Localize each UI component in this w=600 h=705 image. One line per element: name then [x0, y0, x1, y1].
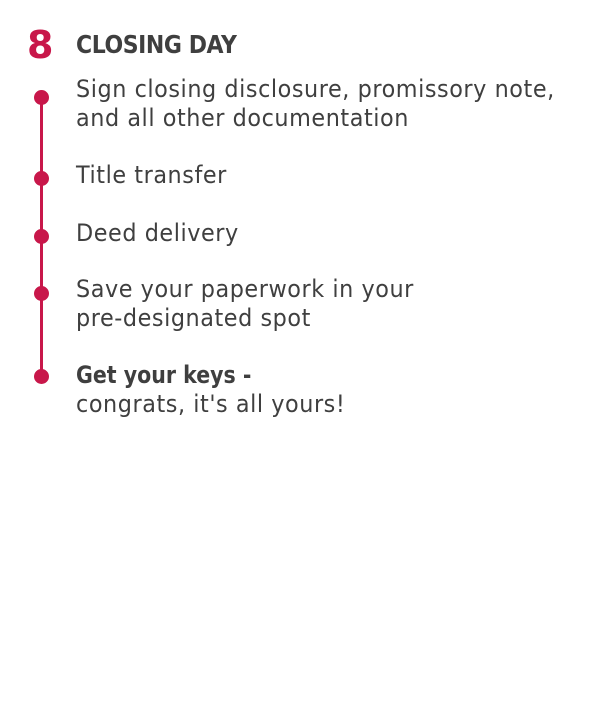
item-text-line: pre-designated spot [76, 304, 311, 332]
item-text-line: and all other documentation [76, 104, 409, 132]
timeline-bullet [34, 90, 49, 105]
timeline-item-get-keys [76, 361, 560, 419]
item-bold-text: Get your keys - [76, 361, 252, 389]
timeline-item-sign-documents [76, 75, 560, 133]
step-number: 8 [27, 23, 54, 67]
timeline-bullet [34, 171, 49, 186]
timeline-item-title-transfer [76, 161, 560, 190]
item-text-line: Deed delivery [76, 219, 239, 247]
timeline-bullet [34, 369, 49, 384]
item-text-line: Sign closing disclosure, promissory note, [76, 75, 555, 103]
item-text-line: Title transfer [76, 161, 227, 189]
timeline-item-deed-delivery [76, 219, 560, 248]
timeline-item-save-paperwork [76, 275, 560, 333]
item-text-line: Save your paperwork in your [76, 275, 414, 303]
item-text-line: congrats, it's all yours! [76, 390, 346, 418]
step-title: CLOSING DAY [76, 30, 237, 59]
step-header [0, 0, 600, 80]
timeline-bullet [34, 286, 49, 301]
timeline-bullet [34, 229, 49, 244]
